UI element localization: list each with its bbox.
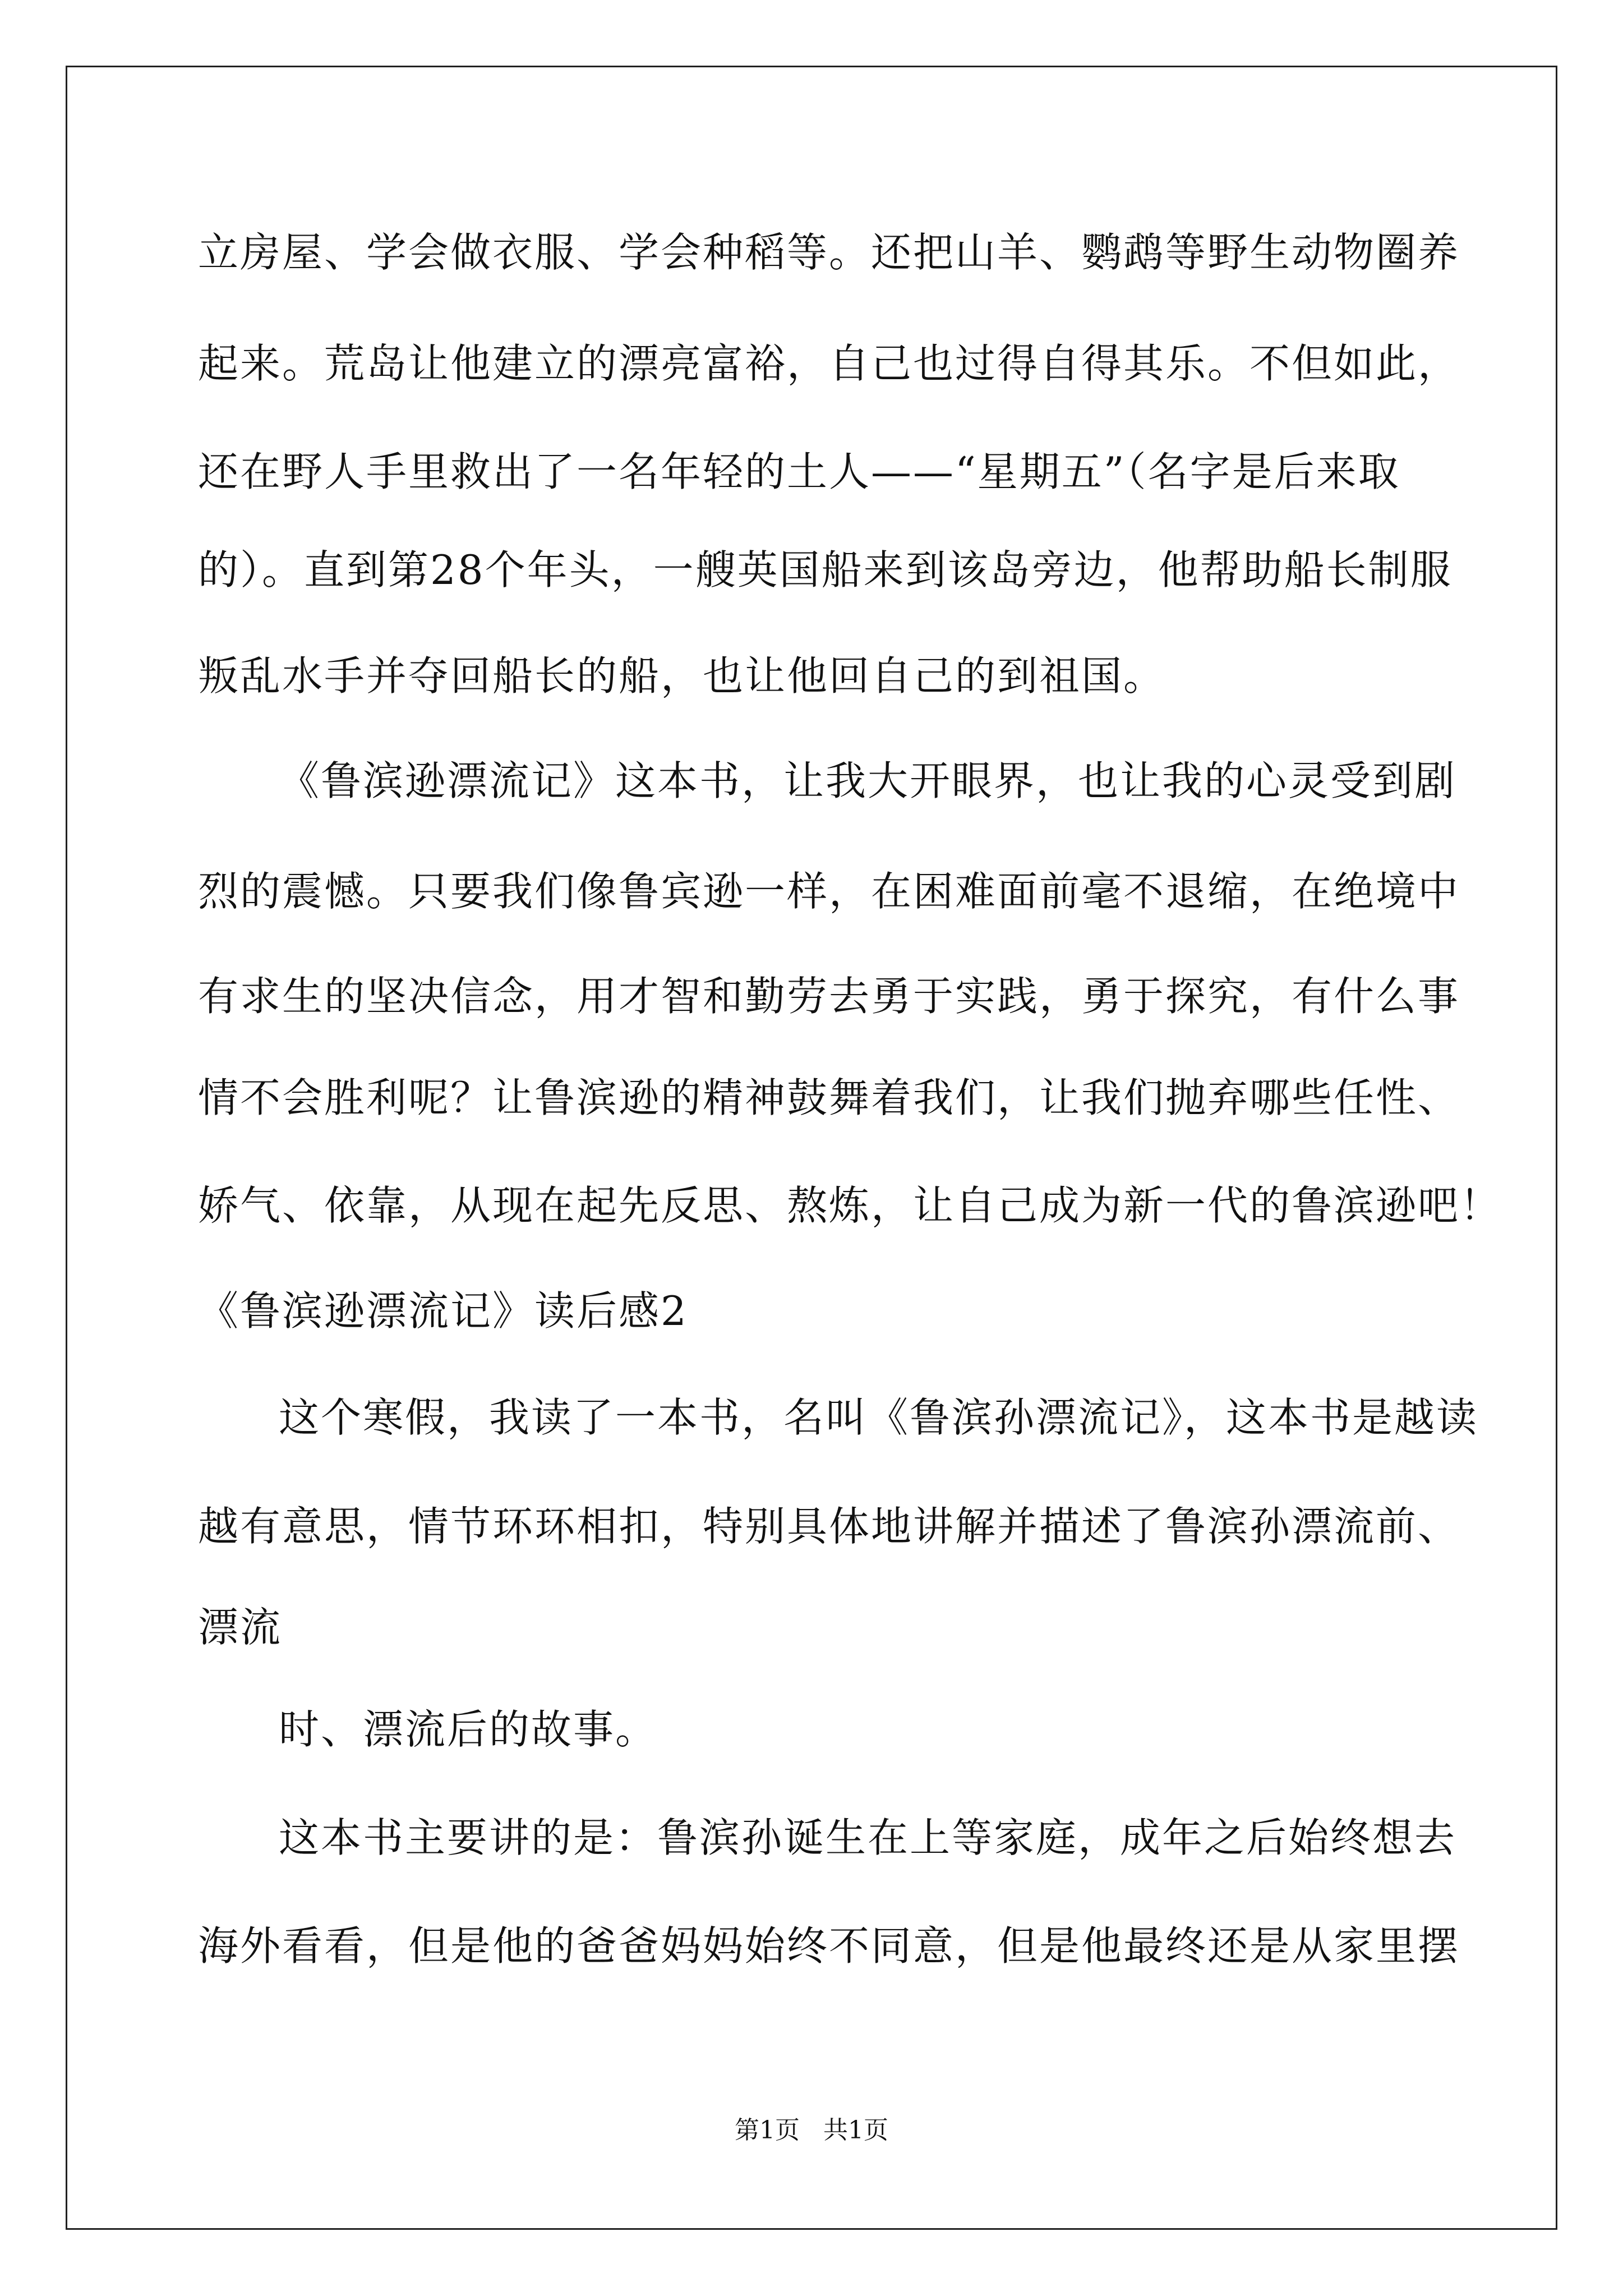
body-line: 海外看看，但是他的爸爸妈妈始终不同意，但是他最终还是从家里摆 <box>198 1922 1460 1970</box>
body-line: 娇气、依靠，从现在起先反思、熬炼，让自己成为新一代的鲁滨逊吧！ <box>198 1182 1502 1229</box>
body-line: 叛乱水手并夺回船长的船，也让他回自己的到祖国。 <box>198 652 1166 700</box>
page-number-footer: 第1页 共1页 <box>735 2116 888 2145</box>
body-line: 有求生的坚决信念，用才智和勤劳去勇于实践，勇于探究，有什么事 <box>198 973 1460 1020</box>
body-line: 越有意思，情节环环相扣，特别具体地讲解并描述了鲁滨孙漂流前、 <box>198 1503 1460 1550</box>
body-line: 还在野人手里救出了一名年轻的土人——“星期五”（名字是后来取 <box>198 448 1400 495</box>
paragraph-first-line: 这个寒假，我读了一本书，名叫《鲁滨孙漂流记》，这本书是越读 <box>279 1394 1479 1441</box>
body-line: 烈的震憾。只要我们像鲁宾逊一样，在困难面前毫不退缩，在绝境中 <box>198 868 1460 915</box>
body-line: 立房屋、学会做衣服、学会种稻等。还把山羊、鹦鹉等野生动物圈养 <box>198 229 1460 276</box>
paragraph-first-line: 这本书主要讲的是：鲁滨孙诞生在上等家庭，成年之后始终想去 <box>279 1814 1457 1861</box>
paragraph-first-line: 时、漂流后的故事。 <box>279 1706 658 1753</box>
body-line: 漂流 <box>198 1604 283 1651</box>
body-line: 情不会胜利呢？让鲁滨逊的精神鼓舞着我们，让我们抛弃哪些任性、 <box>198 1074 1460 1121</box>
section-heading: 《鲁滨逊漂流记》读后感2 <box>198 1287 688 1335</box>
paragraph-first-line: 《鲁滨逊漂流记》这本书，让我大开眼界，也让我的心灵受到剧 <box>279 757 1457 804</box>
body-line: 起来。荒岛让他建立的漂亮富裕，自己也过得自得其乐。不但如此， <box>198 340 1460 387</box>
body-line: 的）。直到第28个年头，一艘英国船来到该岛旁边，他帮助船长制服 <box>198 546 1453 593</box>
